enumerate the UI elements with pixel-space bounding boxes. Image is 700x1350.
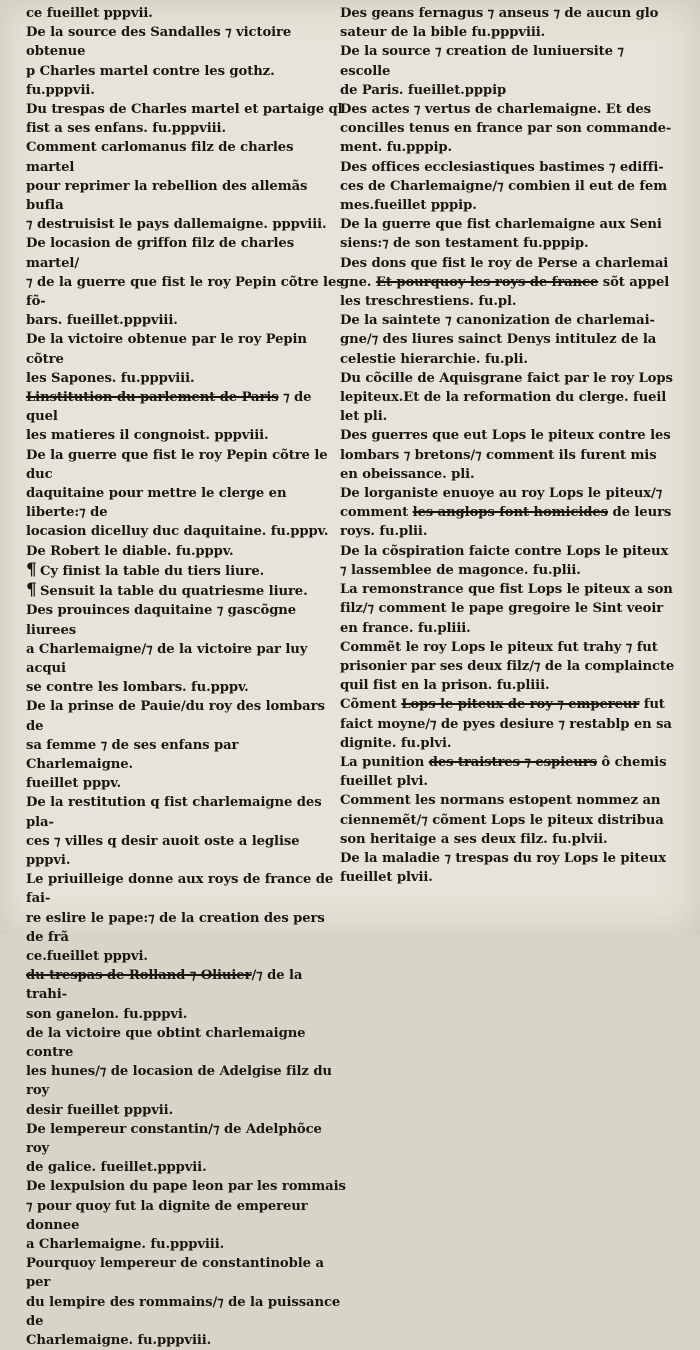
table-rubric: ¶ Cy finist la table du tiers liure. (26, 559, 265, 580)
table-entry: Des geans fernagus ⁊ anseus ⁊ de aucun glo sateur de la bible fu.pppviii. (340, 6, 659, 41)
pilcrow-icon: ¶ (26, 580, 37, 601)
table-entry: Du trespas de Charles martel et partaige ql fist a ses enfans. fu.pppviii. (26, 102, 343, 137)
table-entry: Pourquoy lempereur de constantinoble a per du lempire des rommains/⁊ de la puissance de Charlemaigne. fu.pppviii. (26, 1256, 341, 1349)
table-entry: De la source des Sandalles ⁊ victoire obtenue p Charles martel contre les gothz. fu.pppvii. (26, 25, 292, 98)
table-entry: du trespas de Rolland ⁊ Oliuier/⁊ de la trahi- son ganelon. fu.pppvi. (26, 968, 303, 1022)
struck-text: du trespas de Rolland ⁊ Oliuier (26, 968, 252, 984)
table-entry: De la restitution q fist charlemaigne des pla- ces ⁊ villes q desir auoit oste a leglise pppvi. Le priuilleige donne aux roys de france de fai- re eslire le pape:⁊ de la creation des pers de frã ce.fueillet pppvi. (26, 795, 334, 964)
table-entry: Des dons que fist le roy de Perse a charlemai gne. Et pourquoy les roys de france sõt appel les treschrestiens. fu.pl. (340, 255, 670, 310)
table-entry: Cõment Lops le piteux de roy ⁊ empereur fut faict moyne/⁊ de pyes desiure ⁊ restablp en sa dignite. fu.plvi. (340, 697, 672, 751)
table-entry: Des offices ecclesiastiques bastimes ⁊ ediffi- ces de Charlemaigne/⁊ combien il eut de fem mes.fueillet pppip. (340, 159, 668, 214)
table-entry: De la guerre que fist charlemaigne aux Seni siens:⁊ de son testament fu.pppip. (340, 217, 662, 252)
struck-text: des traistres ⁊ espieurs (428, 754, 597, 770)
struck-text: Lops le piteux de roy ⁊ empereur (401, 697, 640, 713)
table-entry: De la prinse de Pauie/du roy des lombars de sa femme ⁊ de ses enfans par Charlemaigne. fueillet pppv. (26, 699, 325, 792)
pilcrow-icon: ¶ (26, 559, 37, 580)
table-entry: Commẽt le roy Lops le piteux fut trahy ⁊ fut prisonier par ses deux filz/⁊ de la complaincte quil fist en la prison. fu.pliii. (340, 639, 675, 694)
table-entry: De la cõspiration faicte contre Lops le piteux ⁊ lassemblee de magonce. fu.plii. (340, 543, 669, 578)
table-entry: La remonstrance que fist Lops le piteux a son filz/⁊ comment le pape gregoire le Sint veoir en france. fu.pliii. (340, 582, 673, 636)
struck-text: Et pourquoy les roys de france (375, 274, 599, 290)
table-entry: de la victoire que obtint charlemaigne contre les hunes/⁊ de locasion de Adelgise filz du roy desir fueillet pppvii. (26, 1025, 332, 1118)
table-entry: De la source ⁊ creation de luniuersite ⁊ escolle de Paris. fueillet.pppip (340, 44, 624, 98)
struck-text: les anglops font homicides (412, 505, 608, 521)
table-entry: De la saintete ⁊ canonization de charlemai- gne/⁊ des liures sainct Denys intitulez de la celestie hierarchie. fu.pli. (340, 313, 657, 367)
table-entry: Des actes ⁊ vertus de charlemaigne. Et des concilles tenus en france par son commande- ment. fu.pppip. (340, 102, 672, 156)
table-entry: De lempereur constantin/⁊ de Adelphõce roy de galice. fueillet.pppvii. (26, 1121, 322, 1176)
table-entry: Linstitution du parlement de Paris ⁊ de quel les matieres il congnoist. pppviii. (26, 390, 312, 444)
table-entry: ce fueillet pppvii. (26, 6, 153, 21)
table-rubric: ¶ Sensuit la table du quatriesme liure. (26, 580, 308, 601)
table-entry: Comment les normans estopent nommez an ciennemẽt/⁊ cõment Lops le piteux distribua son heritaige a ses deux filz. fu.plvii. (340, 793, 664, 847)
table-entry: De la victoire obtenue par le roy Pepin cõtre les Sapones. fu.pppviii. (26, 332, 307, 386)
struck-text: Linstitution du parlement de Paris (26, 390, 279, 406)
table-entry: Des prouinces daquitaine ⁊ gascõgne liurees a Charlemaigne/⁊ de la victoire par luy acqui se contre les lombars. fu.pppv. (26, 603, 308, 696)
left-column (26, 4, 346, 1350)
table-entry: De lexpulsion du pape leon par les rommais ⁊ pour quoy fut la dignite de empereur donnee a Charlemaigne. fu.pppviii. (26, 1179, 346, 1252)
table-entry: La punition des traistres ⁊ espieurs ô chemis fueillet plvi. (340, 754, 667, 790)
table-entry: Du cõcille de Aquisgrane faict par le roy Lops lepiteux.Et de la reformation du clerge. fueil let pli. (340, 370, 673, 425)
table-entry: De la guerre que fist le roy Pepin cõtre le duc daquitaine pour mettre le clerge en liberte:⁊ de locasion dicelluy duc daquitaine. fu.pppv. (26, 447, 329, 540)
table-entry: De Robert le diable. fu.pppv. (26, 543, 234, 559)
table-entry: De la maladie ⁊ trespas du roy Lops le piteux fueillet plvii. (340, 850, 666, 886)
table-entry: De locasion de griffon filz de charles martel/ ⁊ de la guerre que fist le roy Pepin cõtre les fõ- bars. fueillet.pppviii. (26, 236, 344, 329)
right-column (340, 4, 676, 887)
table-entry: De lorganiste enuoye au roy Lops le piteux/⁊ comment les anglops font homicides de leurs roys. fu.plii. (340, 486, 672, 540)
table-entry: Comment carlomanus filz de charles martel pour reprimer la rebellion des allemãs bufla ⁊ destruisist le pays dallemaigne. pppviii. (26, 140, 327, 233)
table-entry: Des guerres que eut Lops le piteux contre les lombars ⁊ bretons/⁊ comment ils furent mis en obeissance. pli. (340, 428, 671, 482)
